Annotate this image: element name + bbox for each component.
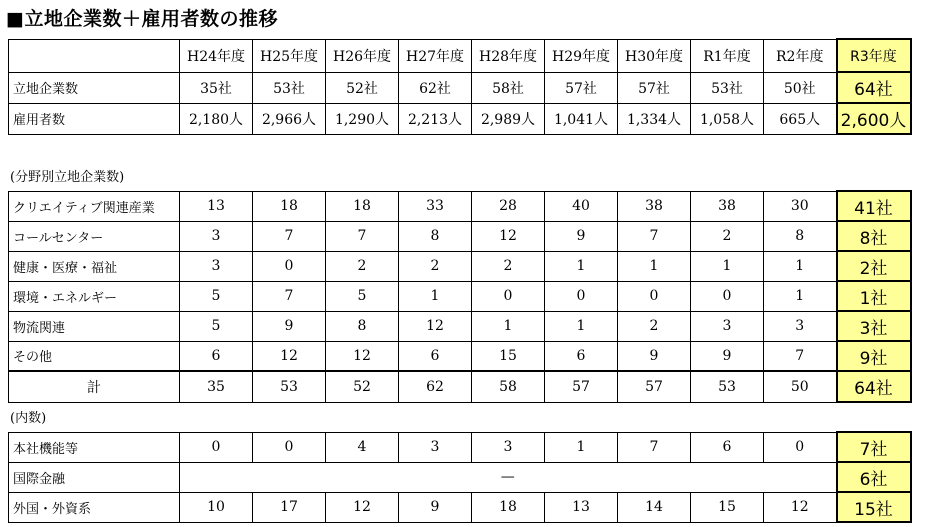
value-cell: 38 [618, 191, 691, 221]
value-cell: 9 [545, 221, 618, 251]
table-row [9, 251, 911, 281]
value-cell: 6 [399, 341, 472, 371]
value-cell: 12 [764, 492, 837, 522]
value-cell: 1 [399, 281, 472, 311]
value-cell: 58 [472, 371, 545, 402]
by-field-heading: (分野別立地企業数) [10, 170, 125, 185]
row-label: 物流関連 [9, 311, 180, 341]
table-row [9, 221, 911, 251]
highlight-cell: 64社 [837, 371, 911, 402]
value-cell: 18 [253, 191, 326, 221]
year-header: R1年度 [691, 39, 764, 72]
value-cell: 15 [691, 492, 764, 522]
table-row [9, 103, 911, 134]
value-cell: 1,058人 [691, 103, 764, 134]
value-cell: 6 [545, 341, 618, 371]
year-header: R2年度 [764, 39, 837, 72]
value-cell: 8 [399, 221, 472, 251]
value-cell: 57社 [618, 72, 691, 103]
value-cell: 0 [472, 281, 545, 311]
value-cell: 12 [399, 311, 472, 341]
value-cell: 1 [618, 251, 691, 281]
value-cell: 1 [691, 251, 764, 281]
value-cell: 1 [545, 251, 618, 281]
table-row [9, 492, 911, 522]
row-label: 外国・外資系 [9, 492, 180, 522]
page-title: ■立地企業数＋雇用者数の推移 [6, 8, 278, 30]
value-cell: 18 [326, 191, 399, 221]
table-row [9, 462, 911, 492]
row-label: コールセンター [9, 221, 180, 251]
table-row [9, 72, 911, 103]
table-row [9, 311, 911, 341]
value-cell: 0 [180, 432, 253, 462]
value-cell: 3 [399, 432, 472, 462]
value-cell: 52社 [326, 72, 399, 103]
table-row [9, 341, 911, 371]
value-cell: 0 [618, 281, 691, 311]
year-header: H24年度 [180, 39, 253, 72]
value-cell: 2 [472, 251, 545, 281]
value-cell: 18 [472, 492, 545, 522]
value-cell: 53社 [691, 72, 764, 103]
highlight-cell: 2,600人 [837, 103, 911, 134]
value-cell: 53 [691, 371, 764, 402]
value-cell: 62 [399, 371, 472, 402]
value-cell: 38 [691, 191, 764, 221]
highlight-cell: 8社 [837, 221, 911, 251]
value-cell: 50 [764, 371, 837, 402]
value-cell: 1,041人 [545, 103, 618, 134]
value-cell: 7 [326, 221, 399, 251]
value-cell: 2 [326, 251, 399, 281]
value-cell: 7 [764, 341, 837, 371]
value-cell: 7 [618, 432, 691, 462]
value-cell: 9 [691, 341, 764, 371]
value-cell: 3 [472, 432, 545, 462]
value-cell: 9 [399, 492, 472, 522]
value-cell: 62社 [399, 72, 472, 103]
row-label: クリエイティブ関連産業 [9, 191, 180, 221]
breakdown-heading: (内数) [10, 411, 47, 426]
highlight-cell: 9社 [837, 341, 911, 371]
value-cell: 5 [180, 311, 253, 341]
value-cell: 665人 [764, 103, 837, 134]
value-cell: 1,334人 [618, 103, 691, 134]
value-cell: 0 [691, 281, 764, 311]
highlight-cell: 64社 [837, 72, 911, 103]
year-header: H26年度 [326, 39, 399, 72]
value-cell: 1,290人 [326, 103, 399, 134]
table-row [9, 191, 911, 221]
value-cell: 13 [545, 492, 618, 522]
value-cell: 3 [764, 311, 837, 341]
row-label: その他 [9, 341, 180, 371]
value-cell: 35 [180, 371, 253, 402]
row-label: 環境・エネルギー [9, 281, 180, 311]
value-cell: 14 [618, 492, 691, 522]
row-label: 健康・医療・福祉 [9, 251, 180, 281]
year-header: H29年度 [545, 39, 618, 72]
header-corner [9, 39, 180, 72]
value-cell: 9 [253, 311, 326, 341]
value-cell: 52 [326, 371, 399, 402]
value-cell: 57社 [545, 72, 618, 103]
value-cell: 1 [545, 311, 618, 341]
value-cell: 7 [618, 221, 691, 251]
value-cell: 35社 [180, 72, 253, 103]
value-cell: 57 [618, 371, 691, 402]
value-cell: 1 [545, 432, 618, 462]
summary-table [8, 38, 912, 135]
row-label: 立地企業数 [9, 72, 180, 103]
dash-cell: — [180, 462, 837, 492]
highlight-cell: 1社 [837, 281, 911, 311]
by-field-table [8, 190, 912, 403]
value-cell: 12 [253, 341, 326, 371]
breakdown-table [8, 431, 912, 523]
value-cell: 2,966人 [253, 103, 326, 134]
highlight-cell: 15社 [837, 492, 911, 522]
table-row [9, 281, 911, 311]
value-cell: 5 [180, 281, 253, 311]
year-header: H25年度 [253, 39, 326, 72]
value-cell: 8 [764, 221, 837, 251]
value-cell: 40 [545, 191, 618, 221]
value-cell: 1 [472, 311, 545, 341]
value-cell: 8 [326, 311, 399, 341]
value-cell: 15 [472, 341, 545, 371]
value-cell: 30 [764, 191, 837, 221]
value-cell: 2,213人 [399, 103, 472, 134]
highlight-cell: 3社 [837, 311, 911, 341]
value-cell: 2 [618, 311, 691, 341]
row-label: 計 [9, 371, 180, 402]
row-label: 雇用者数 [9, 103, 180, 134]
year-header: R3年度 [837, 39, 911, 72]
value-cell: 7 [253, 221, 326, 251]
highlight-cell: 7社 [837, 432, 911, 462]
value-cell: 50社 [764, 72, 837, 103]
value-cell: 28 [472, 191, 545, 221]
value-cell: 5 [326, 281, 399, 311]
highlight-cell: 6社 [837, 462, 911, 492]
year-header: H28年度 [472, 39, 545, 72]
value-cell: 1 [764, 251, 837, 281]
value-cell: 2 [399, 251, 472, 281]
value-cell: 58社 [472, 72, 545, 103]
value-cell: 9 [618, 341, 691, 371]
value-cell: 0 [253, 432, 326, 462]
value-cell: 13 [180, 191, 253, 221]
row-label: 本社機能等 [9, 432, 180, 462]
year-header: H27年度 [399, 39, 472, 72]
year-header: H30年度 [618, 39, 691, 72]
highlight-cell: 41社 [837, 191, 911, 221]
value-cell: 53社 [253, 72, 326, 103]
value-cell: 12 [326, 492, 399, 522]
value-cell: 57 [545, 371, 618, 402]
value-cell: 6 [691, 432, 764, 462]
value-cell: 3 [180, 251, 253, 281]
value-cell: 4 [326, 432, 399, 462]
value-cell: 2,989人 [472, 103, 545, 134]
value-cell: 33 [399, 191, 472, 221]
value-cell: 6 [180, 341, 253, 371]
value-cell: 53 [253, 371, 326, 402]
table-row [9, 432, 911, 462]
highlight-cell: 2社 [837, 251, 911, 281]
value-cell: 0 [764, 432, 837, 462]
value-cell: 12 [472, 221, 545, 251]
value-cell: 3 [180, 221, 253, 251]
row-label: 国際金融 [9, 462, 180, 492]
value-cell: 2 [691, 221, 764, 251]
value-cell: 3 [691, 311, 764, 341]
value-cell: 0 [545, 281, 618, 311]
value-cell: 0 [253, 251, 326, 281]
value-cell: 1 [764, 281, 837, 311]
value-cell: 7 [253, 281, 326, 311]
value-cell: 2,180人 [180, 103, 253, 134]
table-row [9, 371, 911, 402]
value-cell: 10 [180, 492, 253, 522]
value-cell: 12 [326, 341, 399, 371]
value-cell: 17 [253, 492, 326, 522]
